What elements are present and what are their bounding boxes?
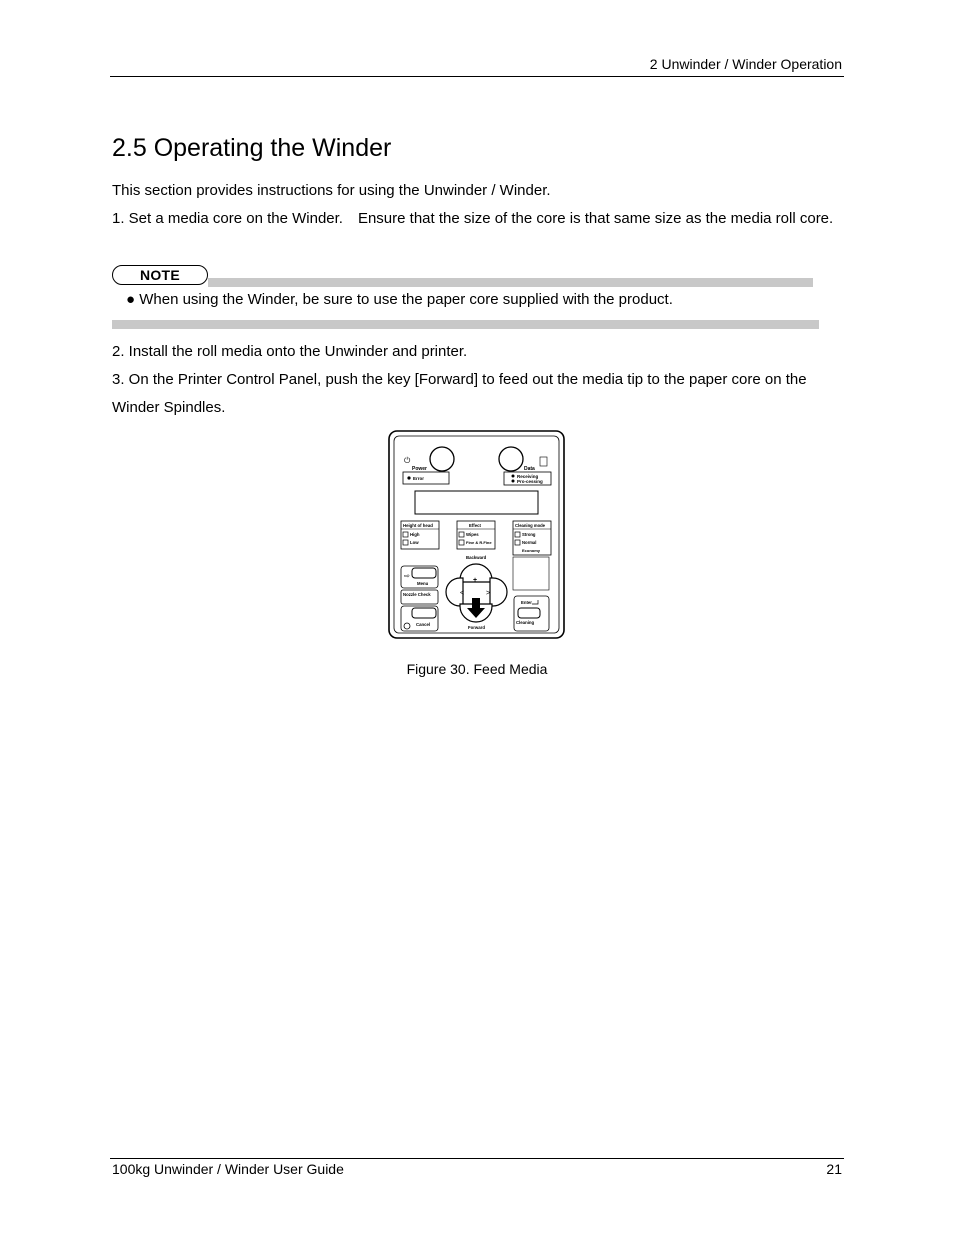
note-bottom-bar <box>112 320 819 329</box>
control-panel-figure <box>388 430 566 642</box>
power-icon: ⏻ <box>404 456 411 465</box>
fine-label: Fine & R.Fine <box>466 540 492 545</box>
backward-label: Backward <box>466 555 487 560</box>
data-lamp <box>499 447 523 471</box>
receiving-label: Receiving <box>517 474 539 479</box>
note-badge: NOTE <box>112 265 208 285</box>
cleaning-mode-label: Cleaning mode <box>515 523 546 528</box>
menu-label: Menu <box>417 581 429 586</box>
figure-caption: Figure 30. Feed Media <box>406 661 548 677</box>
page-number: 21 <box>826 1161 842 1177</box>
running-header: 2 Unwinder / Winder Operation <box>649 56 842 72</box>
normal-label: Normal <box>522 540 537 545</box>
power-lamp <box>430 447 454 471</box>
step-2-paragraph: 2. Install the roll media onto the Unwinder and printer. <box>112 343 468 360</box>
height-of-head-label: Height of head <box>403 523 433 528</box>
power-label: Power <box>412 466 428 472</box>
footer-rule <box>110 1158 844 1159</box>
header-rule <box>110 76 844 77</box>
note-item: ● When using the Winder, be sure to use the paper core supplied with the product. <box>126 291 673 308</box>
footer-guide-title: 100kg Unwinder / Winder User Guide <box>112 1161 344 1177</box>
cancel-label: Cancel <box>416 622 431 627</box>
high-label: High <box>410 532 420 537</box>
error-label: Error <box>413 476 425 481</box>
strong-label: Strong <box>522 532 536 537</box>
right-arrow-icon: > <box>486 590 491 597</box>
step-1-paragraph: 1. Set a media core on the Winder. Ensure that the size of the core is that same size as the media roll core. <box>112 210 834 227</box>
intro-paragraph: This section provides instructions for using the Unwinder / Winder. <box>112 182 551 199</box>
cleaning-label: Cleaning <box>516 620 535 625</box>
economy-label: Economy <box>522 548 541 553</box>
plus-icon: + <box>473 577 478 584</box>
menu-icon: ⇨ <box>404 573 410 580</box>
lcd-display <box>415 491 538 514</box>
left-arrow-icon: < <box>460 590 465 597</box>
data-label: Data <box>524 466 535 472</box>
effect-label: Effect <box>469 523 481 528</box>
wipes-label: Wipes <box>466 532 479 537</box>
note-top-bar <box>208 278 813 287</box>
section-heading: 2.5 Operating the Winder <box>112 134 392 162</box>
nozzle-check-label: Nozzle Check <box>403 592 431 597</box>
step-3-paragraph: 3. On the Printer Control Panel, push the key [Forward] to feed out the media tip to the paper core on the Winder Spindles. <box>112 371 807 416</box>
forward-label: Forward <box>468 625 485 630</box>
enter-label: Enter <box>521 600 532 605</box>
low-label: Low <box>410 540 419 545</box>
processing-label: Pro-cessing <box>517 479 543 484</box>
